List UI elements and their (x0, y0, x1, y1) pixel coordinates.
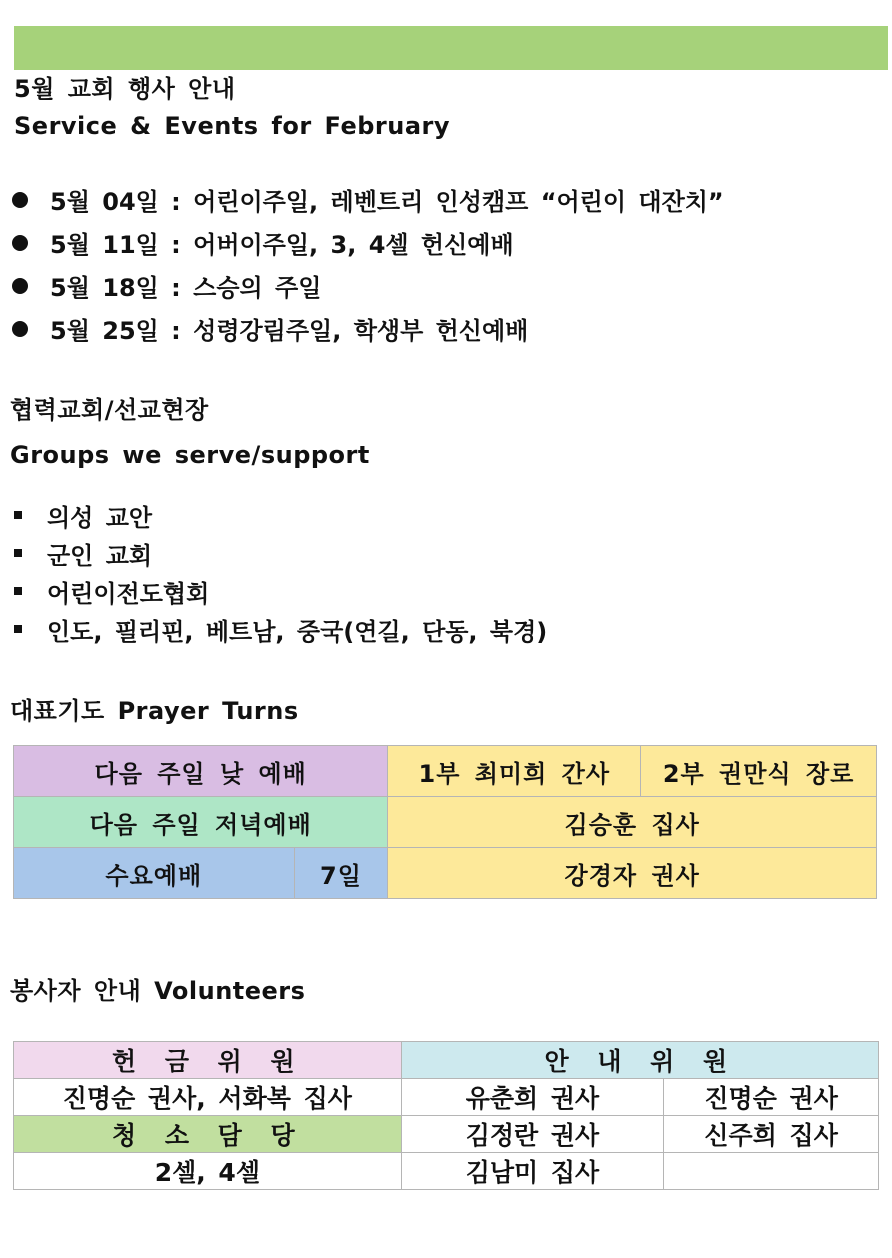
table-row (14, 797, 877, 848)
table-row (14, 746, 877, 797)
offering-people: 진명순 권사, 서화복 집사 (14, 1079, 402, 1116)
usher-cell: 김정란 권사 (401, 1116, 664, 1153)
table-row (14, 1042, 879, 1079)
prayer-sunday-first: 1부 최미희 간사 (388, 746, 641, 797)
prayer-evening-person: 김승훈 집사 (388, 797, 877, 848)
list-item: 의성 교안 (12, 496, 547, 534)
prayer-sunday-label: 다음 주일 낮 예배 (14, 746, 388, 797)
usher-cell: 김남미 집사 (401, 1153, 664, 1190)
table-row (14, 848, 877, 899)
prayer-evening-label: 다음 주일 저녁예배 (14, 797, 388, 848)
bullet-dot-icon (12, 192, 28, 208)
volunteers-table (13, 1041, 879, 1190)
bullet-square-icon (14, 511, 22, 519)
usher-cell: 신주희 집사 (664, 1116, 879, 1153)
page-title-en: Service & Events for February (14, 112, 451, 140)
page-title-kr: 5월 교회 행사 안내 (14, 75, 236, 103)
prayer-sunday-second: 2부 권만식 장로 (641, 746, 877, 797)
list-item: 5월 25일 : 성령강림주일, 학생부 헌신예배 (12, 307, 724, 350)
usher-cell-empty (664, 1153, 879, 1190)
bullet-square-icon (14, 549, 22, 557)
prayer-wed-date: 7일 (294, 848, 388, 899)
usher-cell: 유춘희 권사 (401, 1079, 664, 1116)
cleaning-header: 청 소 담 당 (14, 1116, 402, 1153)
prayer-wed-person: 강경자 권사 (388, 848, 877, 899)
support-title-kr: 협력교회/선교현장 (10, 396, 209, 424)
usher-header: 안 내 위 원 (401, 1042, 878, 1079)
offering-header: 헌 금 위 원 (14, 1042, 402, 1079)
prayer-table (13, 745, 877, 899)
prayer-wed-label: 수요예배 (14, 848, 295, 899)
support-title-en: Groups we serve/support (10, 441, 370, 469)
table-row (14, 1153, 879, 1190)
bullet-square-icon (14, 625, 22, 633)
list-item: 5월 11일 : 어버이주일, 3, 4셀 헌신예배 (12, 221, 724, 264)
bullet-dot-icon (12, 235, 28, 251)
list-item: 인도, 필리핀, 베트남, 중국(연길, 단동, 북경) (12, 610, 547, 648)
list-item: 군인 교회 (12, 534, 547, 572)
cleaning-people: 2셀, 4셀 (14, 1153, 402, 1190)
table-row (14, 1116, 879, 1153)
bullet-square-icon (14, 587, 22, 595)
usher-cell: 진명순 권사 (664, 1079, 879, 1116)
bullet-dot-icon (12, 278, 28, 294)
bullet-dot-icon (12, 321, 28, 337)
volunteers-title: 봉사자 안내 Volunteers (10, 977, 306, 1005)
event-list (12, 178, 724, 350)
list-item: 5월 04일 : 어린이주일, 레벤트리 인성캠프 “어린이 대잔치” (12, 178, 724, 221)
list-item: 어린이전도협회 (12, 572, 547, 610)
support-list (12, 496, 547, 648)
prayer-title: 대표기도 Prayer Turns (10, 697, 299, 725)
header-color-bar (14, 26, 888, 70)
list-item: 5월 18일 : 스승의 주일 (12, 264, 724, 307)
table-row (14, 1079, 879, 1116)
